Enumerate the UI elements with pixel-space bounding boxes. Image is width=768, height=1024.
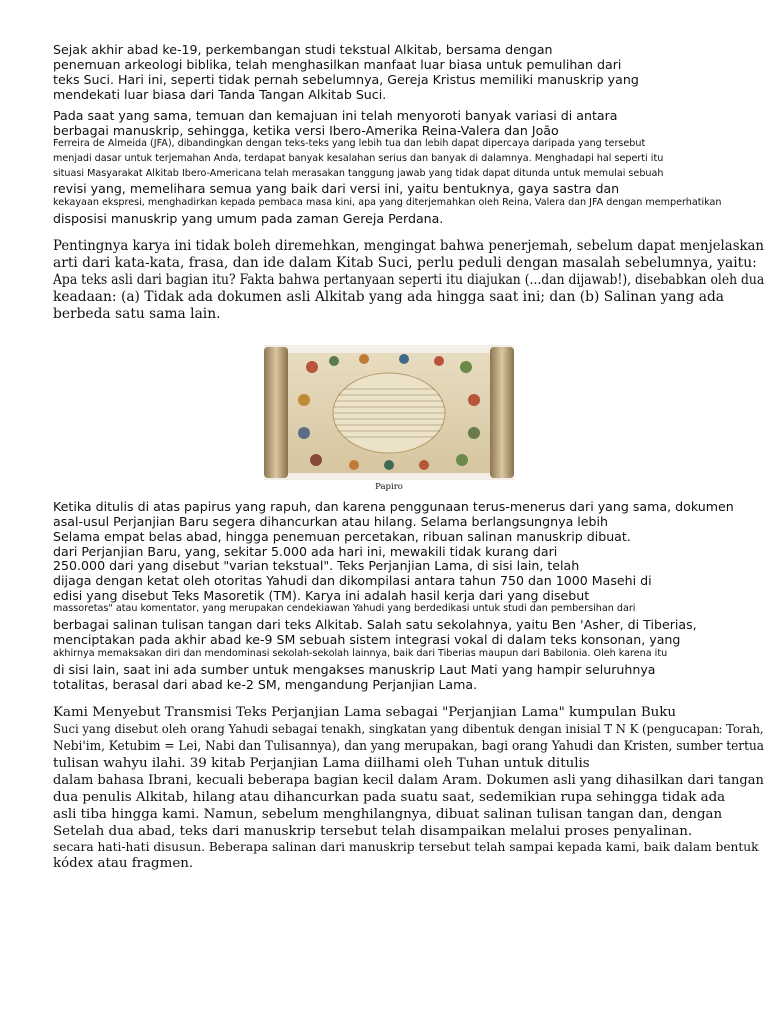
text-line: berbagai manuskrip, sehingga, ketika versi Ibero-Amerika Reina-Valera dan João: [53, 123, 559, 138]
text-line: situasi Masyarakat Alkitab Ibero-Americana telah merasakan tanggung jawab yang tidak dapat ditunda untuk memulai sebuah: [53, 168, 664, 179]
text-line: dari Perjanjian Baru, yang, sekitar 5.000 ada hari ini, mewakili tidak kurang dari: [53, 544, 558, 559]
text-line: berbeda satu sama lain.: [53, 306, 221, 322]
scroll-image: [264, 345, 514, 480]
text-line: 250.000 dari yang disebut "varian tekstual". Teks Perjanjian Lama, di sisi lain, telah: [53, 558, 580, 573]
text-line: keadaan: (a) Tidak ada dokumen asli Alkitab yang ada hingga saat ini; dan (b) Salinan yang ada: [53, 289, 725, 305]
text-line: dalam bahasa Ibrani, kecuali beberapa bagian kecil dalam Aram. Dokumen asli yang dihasilkan dari tangan: [53, 773, 764, 788]
text-line: Setelah dua abad, teks dari manuskrip tersebut telah disampaikan melalui proses penyalinan.: [53, 824, 693, 839]
text-line: kódex atau fragmen.: [53, 856, 194, 871]
text-line: disposisi manuskrip yang umum pada zaman Gereja Perdana.: [53, 211, 444, 226]
text-line: Ketika ditulis di atas papirus yang rapuh, dan karena penggunaan terus-menerus dari yang sama, dokumen: [53, 499, 734, 514]
text-line: menciptakan pada akhir abad ke-9 SM sebuah sistem integrasi vokal di dalam teks konsonan, yang: [53, 632, 681, 647]
text-line: revisi yang, memelihara semua yang baik dari versi ini, yaitu bentuknya, gaya sastra dan: [53, 181, 620, 196]
text-line: berbagai salinan tulisan tangan dari teks Alkitab. Salah satu sekolahnya, yaitu Ben 'Asher, di Tiberias,: [53, 617, 697, 632]
text-line: asli tiba hingga kami. Namun, sebelum menghilangnya, dibuat salinan tulisan tangan dan, dengan: [53, 807, 723, 822]
text-line: Apa teks asli dari bagian itu? Fakta bahwa pertanyaan seperti itu diajukan (...dan dijawab!), disebabkan oleh dua: [53, 272, 765, 288]
text-line: Ferreira de Almeida (JFA), dibandingkan dengan teks-teks yang lebih tua dan lebih dapat dipercaya daripada yang tersebut: [53, 138, 646, 149]
text-line: asal-usul Perjanjian Baru segera dihancurkan atau hilang. Selama berlangsungnya lebih: [53, 514, 609, 529]
text-line: teks Suci. Hari ini, seperti tidak pernah sebelumnya, Gereja Kristus memiliki manuskrip yang: [53, 72, 639, 87]
text-line: arti dari kata-kata, frasa, dan ide dalam Kitab Suci, perlu peduli dengan masalah sebelumnya, yaitu:: [53, 255, 757, 271]
text-line: menjadi dasar untuk terjemahan Anda, terdapat banyak kesalahan serius dan banyak di dalamnya. Menghadapi hal seperti itu: [53, 153, 664, 164]
text-line: kekayaan ekspresi, menghadirkan kepada pembaca masa kini, apa yang diterjemahkan oleh Reina, Valera dan JFA dengan memperhatikan: [53, 197, 722, 208]
text-line: Selama empat belas abad, hingga penemuan percetakan, ribuan salinan manuskrip dibuat.: [53, 529, 631, 544]
text-line: Suci yang disebut oleh orang Yahudi sebagai tenakh, singkatan yang dibentuk dengan inisial T N K (pengucapan: Torah,: [53, 722, 764, 736]
text-line: di sisi lain, saat ini ada sumber untuk mengakses manuskrip Laut Mati yang hampir seluruhnya: [53, 662, 656, 677]
text-line: akhirnya memaksakan diri dan mendominasi sekolah-sekolah lainnya, baik dari Tiberias maupun dari Babilonia. Oleh karena itu: [53, 648, 668, 659]
text-line: dua penulis Alkitab, hilang atau dihancurkan pada suatu saat, sedemikian rupa sehingga tidak ada: [53, 790, 726, 805]
text-line: secara hati-hati disusun. Beberapa salinan dari manuskrip tersebut telah sampai kepada kami, baik dalam bentuk: [53, 840, 759, 854]
text-line: mendekati luar biasa dari Tanda Tangan Alkitab Suci.: [53, 87, 387, 102]
text-line: Sejak akhir abad ke-19, perkembangan studi tekstual Alkitab, bersama dengan: [53, 42, 553, 57]
text-line: Pada saat yang sama, temuan dan kemajuan ini telah menyoroti banyak variasi di antara: [53, 108, 618, 123]
text-line: Kami Menyebut Transmisi Teks Perjanjian Lama sebagai "Perjanjian Lama" kumpulan Buku: [53, 705, 677, 720]
text-line: tulisan wahyu ilahi. 39 kitab Perjanjian Lama diilhami oleh Tuhan untuk ditulis: [53, 756, 590, 771]
text-line: dijaga dengan ketat oleh otoritas Yahudi dan dikompilasi antara tahun 750 dan 1000 Masehi di: [53, 573, 652, 588]
figure-caption: Papiro: [375, 482, 403, 492]
text-line: massoretas" atau komentator, yang merupakan cendekiawan Yahudi yang berdedikasi untuk studi dan pembersihan dari: [53, 603, 636, 614]
text-line: totalitas, berasal dari abad ke-2 SM, mengandung Perjanjian Lama.: [53, 677, 478, 692]
text-line: Nebi'im, Ketubim = Lei, Nabi dan Tulisannya), dan yang merupakan, bagi orang Yahudi dan Kristen, sumber tertua: [53, 739, 764, 754]
text-line: Pentingnya karya ini tidak boleh diremehkan, mengingat bahwa penerjemah, sebelum dapat menjelaskan: [53, 238, 764, 254]
text-line: penemuan arkeologi biblika, telah menghasilkan manfaat luar biasa untuk pemulihan dari: [53, 57, 622, 72]
text-line: edisi yang disebut Teks Masoretik (TM). Karya ini adalah hasil kerja dari yang disebut: [53, 588, 590, 603]
